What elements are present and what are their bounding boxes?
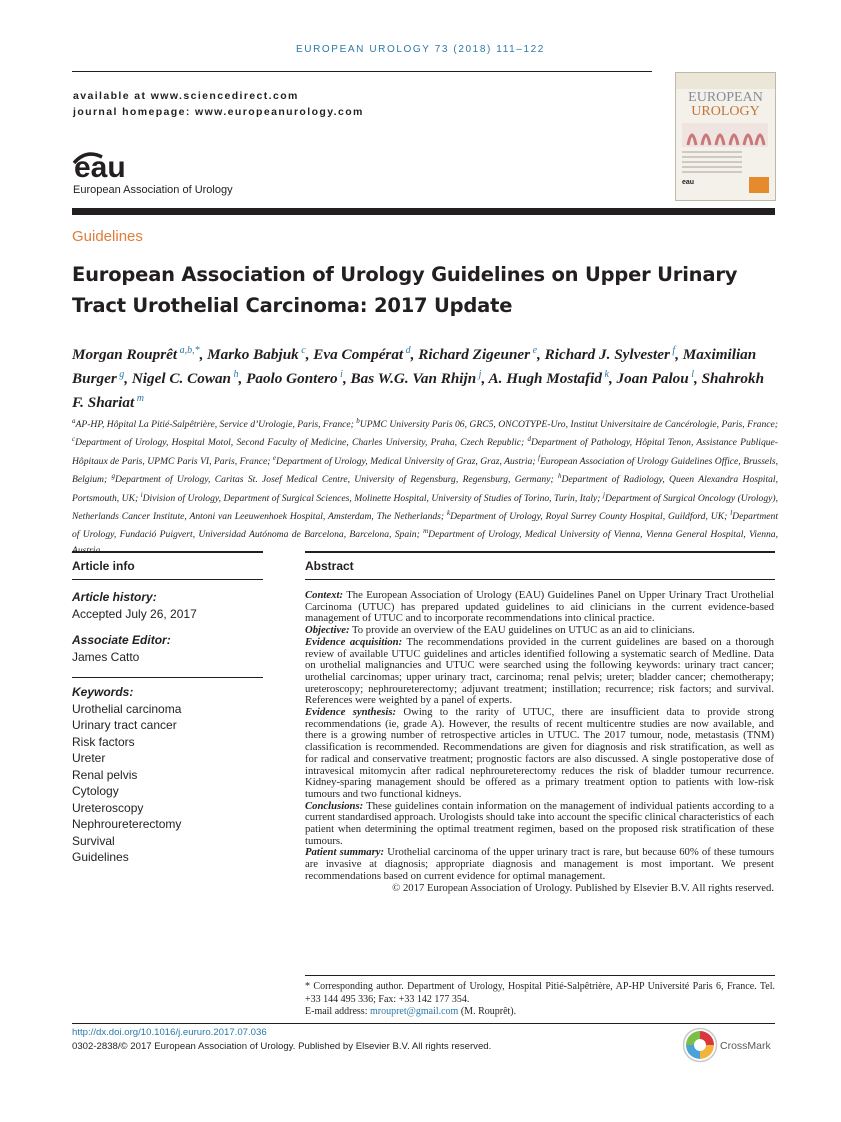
author-name: Nigel C. Cowan [131, 370, 231, 388]
affiliation-text: Department of Urology, Royal Surrey County Hospital, Guildford, UK; [450, 511, 728, 523]
author-name: Marko Babjuk [207, 346, 299, 364]
cover-title-bottom: UROLOGY [691, 104, 760, 119]
doi-link[interactable]: http://dx.doi.org/10.1016/j.eururo.2017.07.036 [72, 1027, 267, 1038]
abstract-section-text: To provide an overview of the EAU guidelines on UTUC as an aid to clinicians. [349, 624, 695, 637]
keywords [72, 684, 263, 866]
abstract-section-label: Context: [305, 589, 344, 601]
abstract-section-label: Conclusions: [305, 799, 364, 812]
keyword-item: Nephroureterectomy [72, 817, 182, 831]
author-affiliation-marker[interactable]: m [134, 393, 144, 405]
cover-eau-mark: eau [682, 179, 695, 186]
corresponding-author-footnote [305, 981, 775, 1019]
author-list: Morgan Rouprêt $^{a,b,*}$, Marko Babjuk $^c$, Eva Compérat $^d$, Richard Zigeuner $^e$, Richard J. Sylvester $^f$, Maximilian Burger $^g$, Nigel C. Cowan $^h$, Paolo Gontero $^i$, Bas W.G. Van Rhijn $^j$, A. Hugh Mostafid $^k$, Joan Palou $^l$, Shahrokh F. Shariat $^m$ [72, 345, 765, 412]
author-affiliation-marker[interactable]: j [476, 369, 482, 381]
crossmark-label[interactable]: CrossMark [720, 1040, 771, 1052]
journal-homepage-line[interactable]: journal homepage: www.europeanurology.com [73, 106, 364, 118]
abstract-section [305, 801, 774, 848]
email-link[interactable]: mroupret@gmail.com [369, 1006, 459, 1017]
article-history-label: Article history: [72, 590, 157, 604]
abstract-rule [305, 579, 775, 580]
keywords-label: Keywords: [72, 685, 134, 699]
issn-copyright-line: 0302-2838/© 2017 European Association of Urology. Published by Elsevier B.V. All rights reserved. [72, 1041, 492, 1052]
abstract-section-label: Evidence acquisition: [305, 635, 403, 648]
abstract-section-text: Urothelial carcinoma of the upper urinary tract is rare, but because 60% of these tumours are invasive at diagnosis; appropriate diagnosis and management is most important. We present recommendations based on current evidence for optimal management. [305, 846, 774, 882]
author-affiliation-marker[interactable]: a,b,* [177, 345, 200, 356]
affiliation-text: Department of Pathology, Hôpital Tenon, Assistance Publique-Hôpitaux de Paris, UPMC Paris VI, Paris, France; [72, 437, 778, 467]
affiliation-marker: b [356, 417, 360, 425]
email-label: E-mail address: [305, 1006, 368, 1017]
affiliation-text: Department of Radiology, Queen Alexandra Hospital, Portsmouth, UK; [72, 474, 778, 504]
affiliation-marker: f [537, 453, 540, 462]
abstract-section-text: The European Association of Urology (EAU) Guidelines Panel on Upper Urinary Tract Urothelial Carcinoma (UTUC) has prepared updated guidelines to aid clinicians in the current evidence-based management of UTUC and to incorporate recommendations into clinical practice. [305, 589, 774, 625]
affiliation-marker: h [558, 472, 562, 481]
author-name: Maximilian Burger [72, 346, 757, 388]
affiliation-marker: a [72, 417, 76, 425]
abstract-section [305, 637, 774, 707]
affiliation-marker: e [272, 453, 277, 462]
author-name: Morgan Rouprêt [72, 346, 178, 364]
keyword-item: Cytology [72, 784, 119, 798]
affiliation-text: Department of Urology, Caritas St. Josef Medical Centre, University of Regensburg, Regensburg, Germany; [115, 474, 554, 486]
affiliation-text: Department of Urology, Medical University of Vienna, Vienna General Hospital, Vienna, [428, 529, 778, 541]
article-info-top-rule [72, 551, 263, 553]
abstract-section [305, 707, 774, 801]
affiliation-text: Division of Urology, Department of Surgical Sciences, Molinette Hospital, University of Studies of Torino, Turin, Italy; [142, 492, 601, 504]
author-affiliation-marker[interactable]: d [403, 345, 411, 356]
affiliation-text: Department of Urology, Hospital Motol, Second Faculty of Medicine, Charles University, Praha, Czech Republic; [75, 437, 525, 449]
keyword-item: Ureteroscopy [72, 800, 144, 815]
abstract-top-rule [305, 551, 775, 553]
cover-top-strip [676, 73, 775, 89]
associate-editor-label: Associate Editor: [72, 633, 171, 647]
abstract-section-label: Evidence synthesis: [305, 706, 397, 719]
affiliation-text: UPMC University Paris 06, GRC5, ONCOTYPE-Uro, Institut Universitaire de Cancérologie, Paris, France; [359, 419, 778, 431]
affiliation-text: Department of Urology, Fundació Puigvert, Universidad Autónoma de Barcelona, Barcelona, Spain; [72, 511, 778, 541]
abstract-section-text: These guidelines contain information on the management of individual patients according to a current standardised approach. Urologists should take into account the specific clinical characteristics of each patient when determining the optimal treatment regimen, based on the proposed risk stratification of these tumours. [305, 799, 774, 847]
header-rule [72, 71, 652, 72]
footnote-text: * Corresponding author. Department of Urology, Hospital Pitié-Salpêtrière, AP-HP Université Paris 6, France. Tel. +33 144 495 336; Fax: +33 142 177 354. [305, 981, 775, 1005]
cover-impact-badge [749, 177, 769, 193]
keyword-item: Ureter [72, 751, 106, 765]
abstract-body [305, 590, 774, 894]
abstract-section [305, 847, 774, 882]
keywords-rule [72, 677, 263, 678]
affiliation-marker: d [527, 435, 531, 444]
keyword-list [72, 701, 263, 866]
footnote-rule [305, 975, 775, 976]
abstract-copyright: © 2017 European Association of Urology. Published by Elsevier B.V. All rights reserved. [392, 881, 774, 894]
abstract-section-label: Objective: [305, 624, 350, 637]
affiliation-marker: m [423, 527, 429, 536]
author-affiliation-marker[interactable]: h [231, 369, 239, 381]
article-info-rule [72, 579, 263, 580]
author-affiliation-marker[interactable]: c [298, 345, 306, 356]
keyword-item: Urothelial carcinoma [72, 701, 182, 716]
email-owner: (M. Rouprêt). [460, 1006, 517, 1017]
author-name: Joan Palou [616, 370, 689, 388]
affiliation-marker: k [447, 508, 451, 517]
keyword-item: Risk factors [72, 734, 135, 749]
author-affiliation-marker[interactable]: e [530, 345, 538, 356]
keyword-item: Guidelines [72, 850, 129, 864]
article-info-heading: Article info [72, 559, 135, 573]
affiliation-marker: g [111, 472, 115, 481]
affiliations [72, 414, 778, 558]
author-affiliation-marker[interactable]: g [116, 369, 125, 381]
availability-block [73, 88, 364, 120]
cover-title-top: EUROPEAN [688, 90, 763, 105]
header-thick-bar [72, 208, 775, 215]
affiliation-text: Department of Urology, Medical University of Graz, Graz, Austria; [276, 455, 536, 467]
cover-text-lines [682, 151, 742, 176]
availability-line[interactable]: available at www.sciencedirect.com [73, 90, 299, 102]
journal-cover-thumbnail[interactable] [675, 72, 776, 201]
abstract-heading: Abstract [305, 559, 354, 573]
author-name: Eva Compérat [313, 346, 404, 364]
author-name: Paolo Gontero [246, 370, 338, 388]
section-label: Guidelines [72, 228, 143, 245]
author-name: A. Hugh Mostafid [488, 370, 602, 388]
article-title: European Association of Urology Guidelines on Upper Urinary Tract Urothelial Carcinoma: 2017 Update [72, 263, 738, 317]
abstract-section-text: The recommendations provided in the current guidelines are based on a thorough review of available UTUC guidelines and articles identified following a systematic search of Medline. Data on urothelial malignancies and UTUC were searched using the following keywords: urinary tract cancer; urothelial carcinomas; upper urinary tract, carcinoma; renal pelvis; ureter; bladder cancer; chemotherapy; ureteroscopy; nephroureterectomy; adjuvant treatment; instillation; recurrence; risk factors; and survival. References were weighted by a panel of experts. [305, 635, 775, 707]
article-history [72, 589, 263, 622]
author-name: Shahrokh F. Shariat [72, 370, 765, 412]
author-name: Richard J. Sylvester [544, 346, 670, 364]
crossmark-icon[interactable] [682, 1027, 718, 1063]
associate-editor-value: James Catto [72, 649, 140, 664]
eau-logo-mark [74, 151, 126, 184]
footer-rule [72, 1023, 775, 1024]
affiliation-text: Department of Surgical Oncology (Urology), Netherlands Cancer Institute, Antoni van Leeuwenhoek Hospital, Amsterdam, The Netherlands; [72, 492, 779, 523]
affiliation-marker: i [140, 490, 143, 499]
author-name: Bas W.G. Van Rhijn [350, 370, 477, 388]
author-affiliation-marker[interactable]: f [669, 345, 676, 356]
eau-logo-text: eau [74, 151, 126, 184]
affiliation-marker: l [730, 508, 733, 517]
keyword-item: Renal pelvis [72, 767, 138, 782]
associate-editor [72, 632, 263, 665]
keyword-item: Survival [72, 833, 115, 848]
abstract-section [305, 590, 774, 625]
author-name: Richard Zigeuner [418, 346, 531, 364]
affiliation-text: AP-HP, Hôpital La Pitié-Salpêtrière, Service d’Urologie, Paris, France; [75, 419, 354, 431]
author-affiliation-marker[interactable]: i [337, 369, 343, 381]
running-head: EUROPEAN UROLOGY 73 (2018) 111–122 [296, 44, 545, 55]
article-history-value: Accepted July 26, 2017 [72, 606, 197, 621]
author-affiliation-marker[interactable]: k [602, 369, 609, 381]
cover-illustration [682, 123, 768, 147]
affiliation-text: European Association of Urology Guidelines Office, Brussels, Belgium; [72, 455, 778, 486]
abstract-section-label: Patient summary: [305, 846, 385, 859]
eau-logo-subtitle: European Association of Urology [73, 184, 233, 196]
abstract-section-text: Owing to the rarity of UTUC, there are insufficient data to provide strong recommendations (ie, grade A). However, the results of recent multicentre studies are now available, and there is a growing number of retrospective articles in UTUC. The 2017 tumour, node, metastasis (TNM) classification is recommended. Recommendations are given for diagnosis and risk stratification, as well as for radical and conservative treatment; prognostic factors are also discussed. A single postoperative dose of intravesical mitomycin after radical nephroureterectomy reduces the risk of bladder tumour recurrence. Kidney-sparing management should be offered as a primary treatment option to patients with low-risk tumours and two functional kidneys. [305, 706, 774, 800]
affiliation-marker: j [603, 490, 605, 499]
author-affiliation-marker[interactable]: l [688, 369, 694, 381]
keyword-item: Urinary tract cancer [72, 718, 177, 732]
affiliation-marker: c [72, 435, 76, 444]
